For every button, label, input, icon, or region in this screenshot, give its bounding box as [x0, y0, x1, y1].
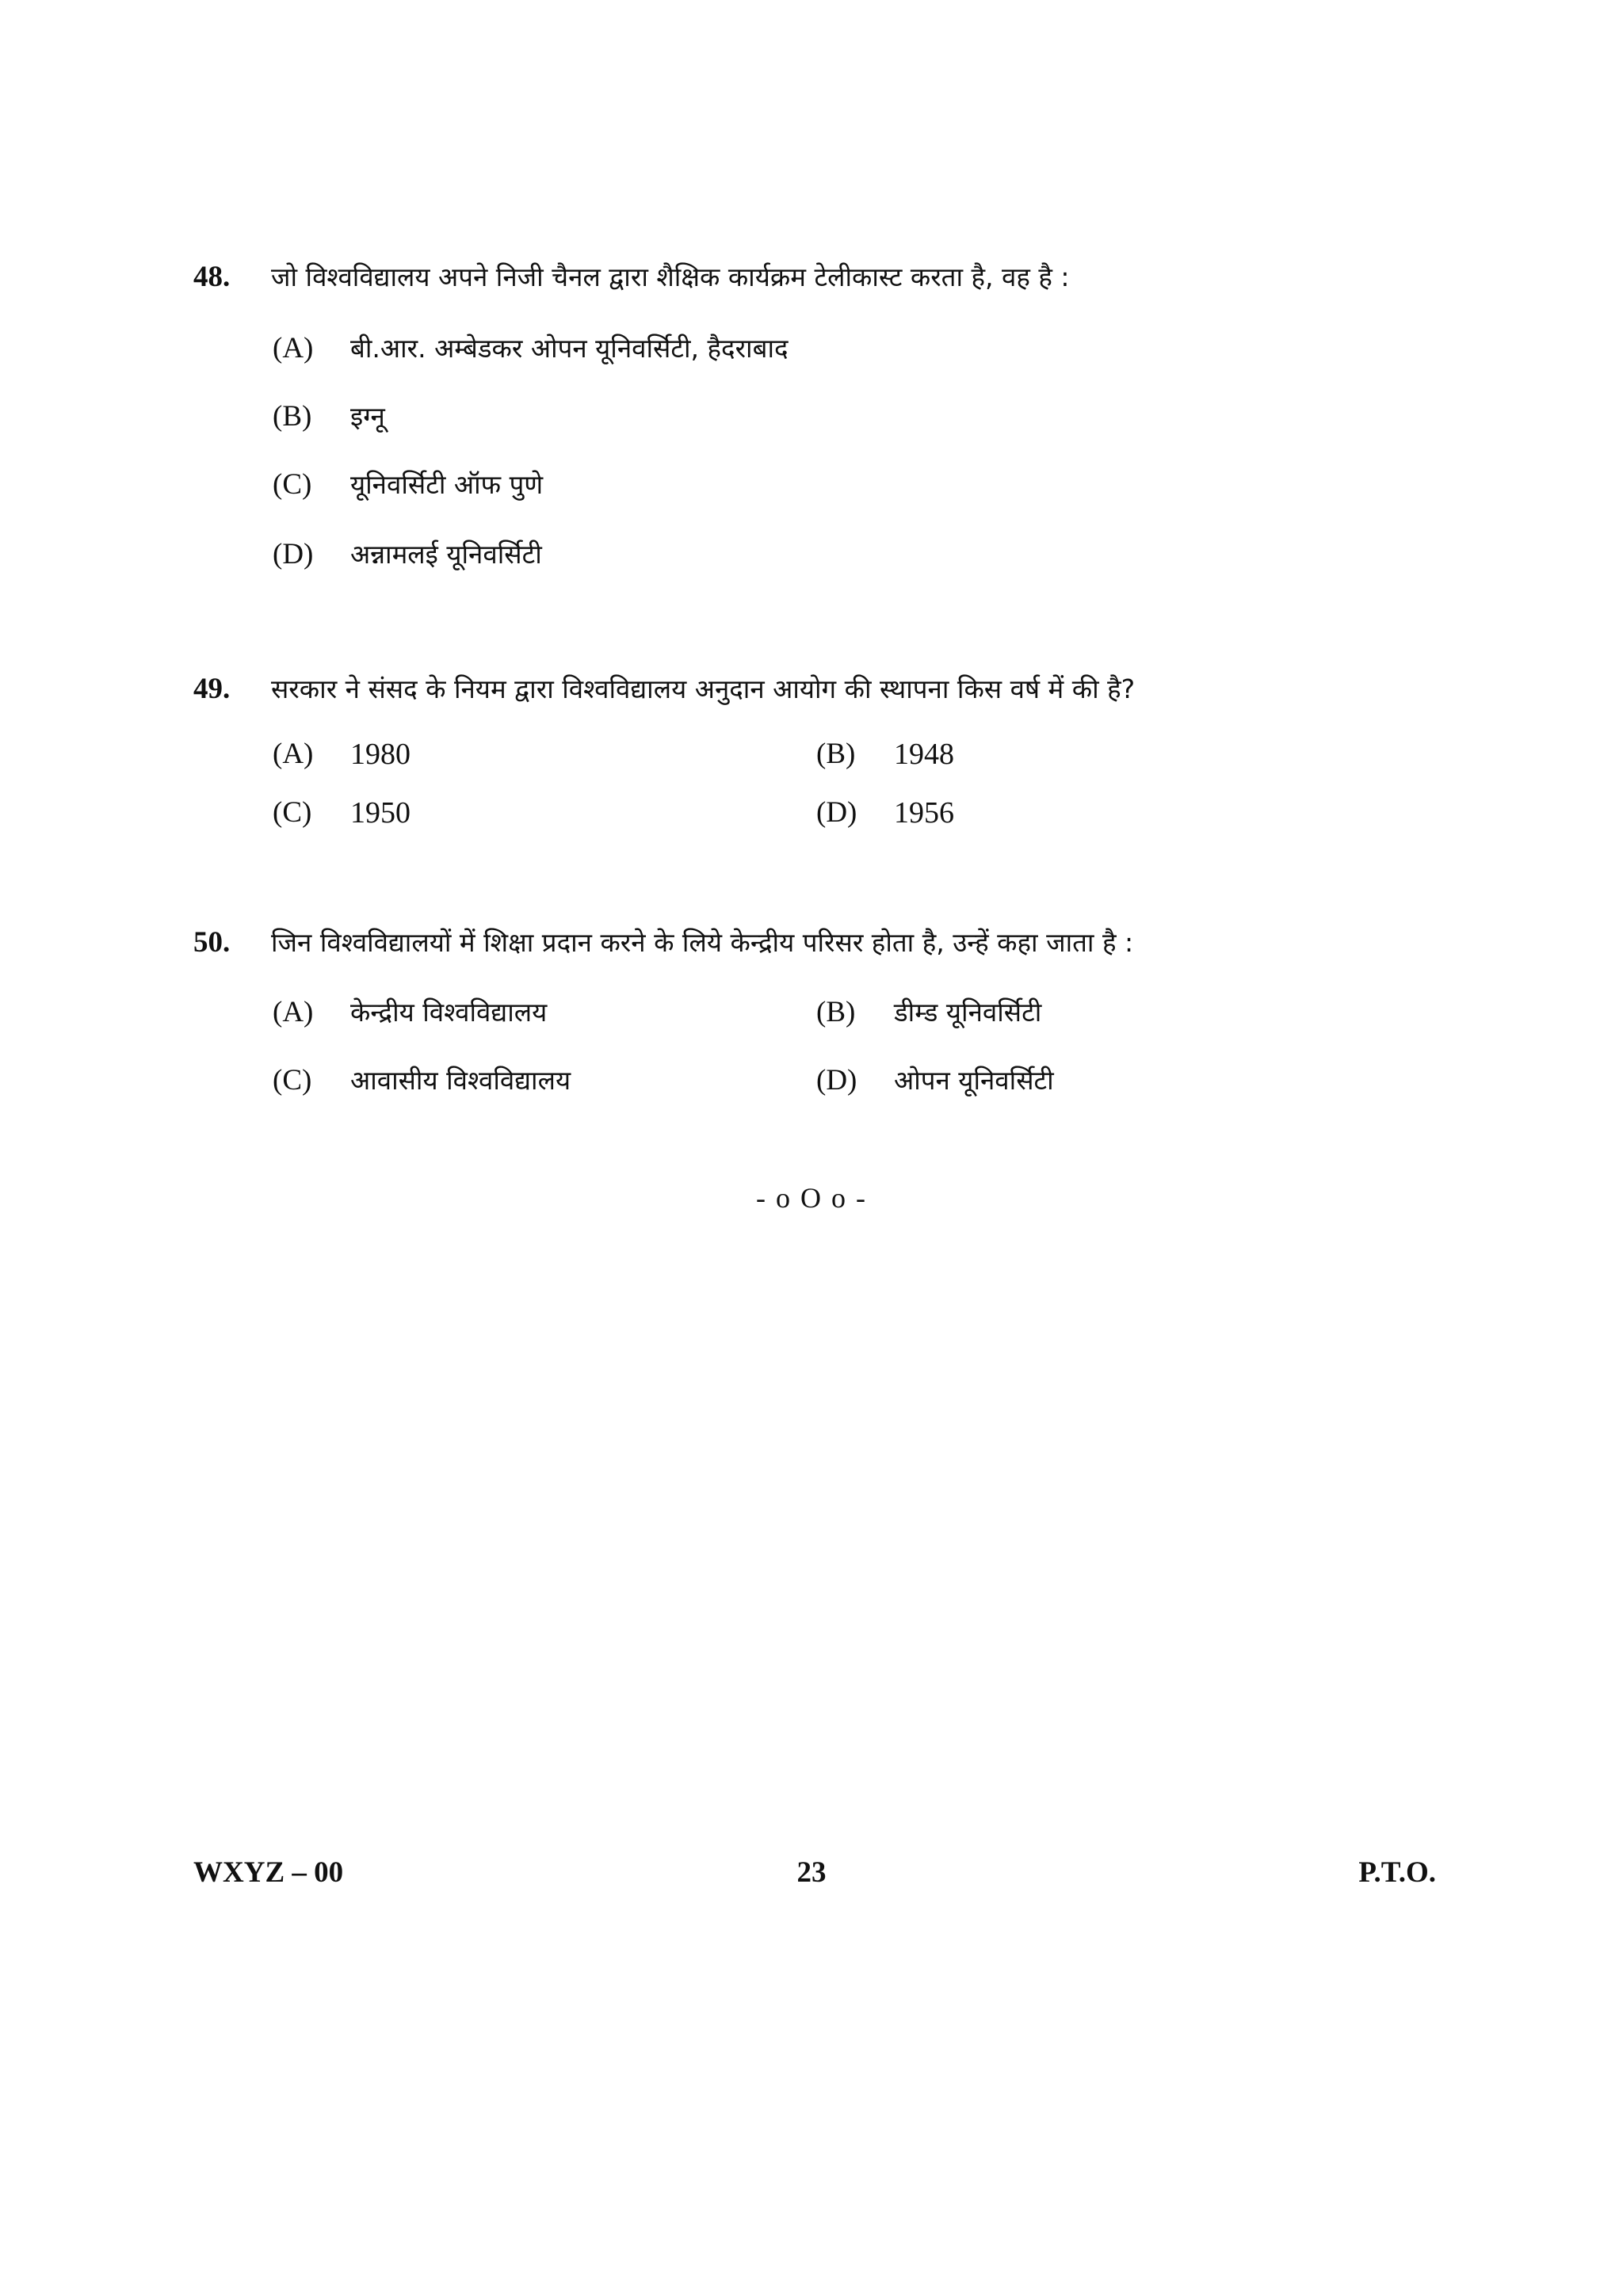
question-number: 50. — [193, 926, 231, 959]
option-letter: (D) — [816, 796, 857, 829]
option-text: केन्द्रीय विश्वविद्यालय — [350, 997, 548, 1028]
option-letter: (D) — [816, 1064, 857, 1097]
option-letter: (A) — [273, 738, 314, 770]
option-text: 1948 — [894, 738, 954, 771]
end-of-section-mark: - o O o - — [756, 1182, 867, 1214]
option-text: ओपन यूनिवर्सिटी — [894, 1065, 1054, 1096]
option-text: अन्नामलई यूनिवर्सिटी — [350, 539, 542, 570]
option-letter: (A) — [273, 332, 314, 364]
option-letter: (B) — [816, 738, 856, 770]
option-letter: (A) — [273, 996, 314, 1028]
option-text: यूनिवर्सिटी ऑफ पुणे — [350, 469, 544, 500]
paper-code: WXYZ – 00 — [193, 1856, 344, 1889]
option-text: डीम्ड यूनिवर्सिटी — [894, 997, 1042, 1028]
question-text: जो विश्वविद्यालय अपने निजी चैनल द्वारा शैक्षिक कार्यक्रम टेलीकास्ट करता है, वह है : — [271, 261, 1070, 292]
option-letter: (B) — [816, 996, 856, 1028]
option-letter: (B) — [273, 400, 312, 433]
option-text: आवासीय विश्वविद्यालय — [350, 1065, 571, 1096]
option-text: 1956 — [894, 796, 954, 830]
option-letter: (D) — [273, 538, 314, 570]
question-number: 49. — [193, 673, 231, 705]
option-text: बी.आर. अम्बेडकर ओपन यूनिवर्सिटी, हैदराबाद — [350, 333, 789, 364]
option-text: 1950 — [350, 796, 411, 830]
option-text: इग्नू — [350, 401, 385, 432]
page-number: 23 — [796, 1856, 827, 1889]
option-text: 1980 — [350, 738, 411, 771]
option-letter: (C) — [273, 1064, 312, 1097]
please-turn-over: P.T.O. — [1358, 1856, 1436, 1889]
question-text: जिन विश्वविद्यालयों में शिक्षा प्रदान करने के लिये केन्द्रीय परिसर होता है, उन्हें कहा जाता है : — [271, 927, 1134, 958]
question-number: 48. — [193, 261, 231, 293]
option-letter: (C) — [273, 468, 312, 501]
question-text: सरकार ने संसद के नियम द्वारा विश्वविद्यालय अनुदान आयोग की स्थापना किस वर्ष में की है? — [271, 673, 1136, 704]
option-letter: (C) — [273, 796, 312, 829]
